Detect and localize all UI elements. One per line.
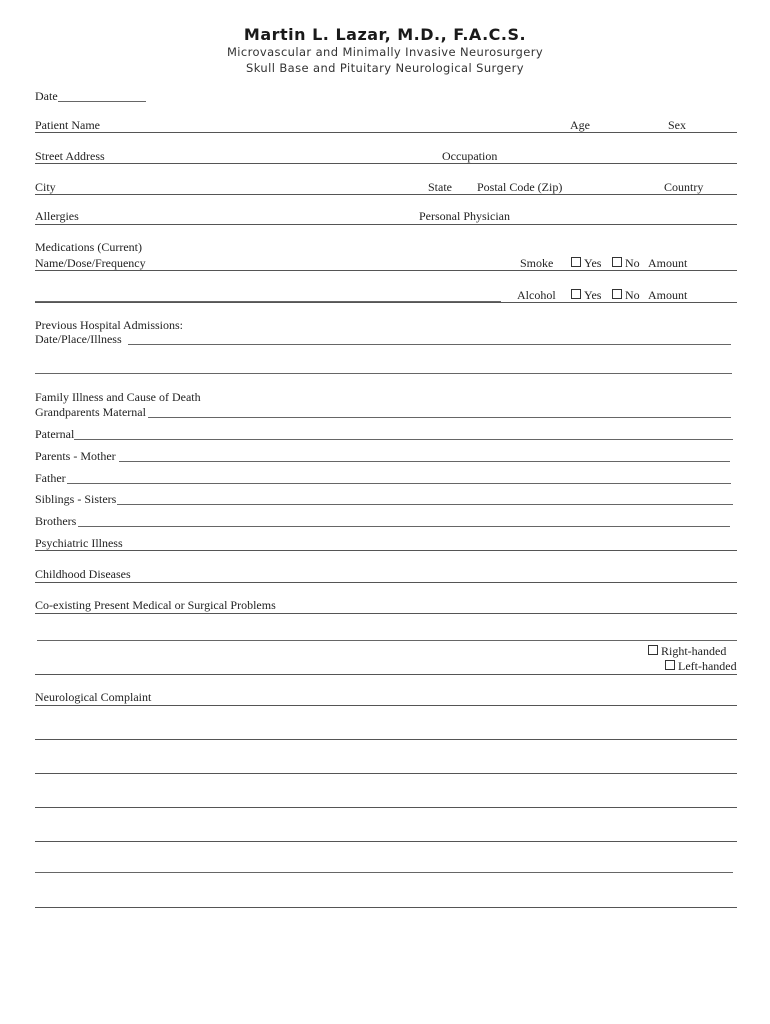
admissions-line-2[interactable] [35, 373, 732, 374]
neurological-complaint-line-1[interactable] [35, 705, 737, 706]
left-handed-label: Left-handed [678, 659, 737, 673]
neurological-complaint-line-4[interactable] [35, 807, 737, 808]
siblings-sisters-label: Siblings - Sisters [35, 492, 117, 506]
postal-code-label: Postal Code (Zip) [477, 180, 563, 194]
alcohol-yes-checkbox[interactable] [571, 288, 601, 303]
patient-name-label: Patient Name [35, 118, 100, 132]
patient-name-line[interactable] [35, 132, 737, 133]
siblings-sisters-field[interactable] [117, 504, 733, 505]
childhood-diseases-line[interactable] [35, 582, 737, 583]
date-place-illness-label: Date/Place/Illness [35, 332, 122, 346]
neurological-complaint-line-6[interactable] [35, 872, 733, 873]
country-label: Country [664, 180, 704, 194]
city-line[interactable] [35, 194, 737, 195]
date-field[interactable] [58, 101, 146, 102]
smoke-amount-label: Amount [648, 256, 688, 270]
previous-admissions-label: Previous Hospital Admissions: [35, 318, 184, 332]
alcohol-label: Alcohol [517, 288, 556, 302]
paternal-field[interactable] [74, 439, 733, 440]
parents-mother-label: Parents - Mother [35, 449, 116, 463]
neurological-complaint-line-7[interactable] [35, 907, 737, 908]
checkbox-icon [648, 645, 658, 655]
sex-label: Sex [668, 118, 686, 132]
family-illness-label: Family Illness and Cause of Death [35, 390, 201, 404]
coexisting-problems-line[interactable] [35, 613, 737, 614]
checkbox-icon [571, 289, 581, 299]
street-address-label: Street Address [35, 149, 105, 163]
father-field[interactable] [67, 483, 731, 484]
coexisting-problems-label: Co-existing Present Medical or Surgical Problems [35, 598, 276, 612]
coexisting-problems-line-2[interactable] [37, 640, 737, 641]
medications-label: Medications (Current) [35, 240, 142, 254]
alcohol-line[interactable] [35, 302, 737, 303]
smoke-no-checkbox[interactable] [612, 256, 640, 271]
alcohol-yes-label: Yes [584, 288, 602, 302]
smoke-yes-checkbox[interactable] [571, 256, 601, 271]
handedness-line[interactable] [35, 674, 737, 675]
city-label: City [35, 180, 56, 194]
checkbox-icon [612, 257, 622, 267]
brothers-field[interactable] [78, 526, 730, 527]
personal-physician-label: Personal Physician [419, 209, 510, 223]
father-label: Father [35, 471, 66, 485]
grandparents-maternal-field[interactable] [148, 417, 731, 418]
date-place-illness-field[interactable] [128, 344, 731, 345]
smoke-label: Smoke [520, 256, 554, 270]
state-label: State [428, 180, 452, 194]
psychiatric-illness-line[interactable] [35, 550, 737, 551]
neurological-complaint-line-2[interactable] [35, 739, 737, 740]
date-label: Date [35, 89, 58, 103]
subtitle-specialty: Microvascular and Minimally Invasive Neurosurgery [226, 45, 544, 59]
grandparents-maternal-label: Grandparents Maternal [35, 405, 146, 419]
right-handed-label: Right-handed [661, 644, 727, 658]
allergies-line[interactable] [35, 224, 737, 225]
paternal-label: Paternal [35, 427, 75, 441]
allergies-label: Allergies [35, 209, 79, 223]
right-handed-checkbox[interactable] [648, 644, 726, 659]
childhood-diseases-label: Childhood Diseases [35, 567, 131, 581]
checkbox-icon [571, 257, 581, 267]
psychiatric-illness-label: Psychiatric Illness [35, 536, 123, 550]
parents-mother-field[interactable] [119, 461, 730, 462]
neurological-complaint-label: Neurological Complaint [35, 690, 152, 704]
checkbox-icon [612, 289, 622, 299]
alcohol-no-label: No [625, 288, 640, 302]
alcohol-amount-label: Amount [648, 288, 688, 302]
brothers-label: Brothers [35, 514, 77, 528]
left-handed-checkbox[interactable] [665, 659, 737, 674]
age-label: Age [570, 118, 590, 132]
name-dose-frequency-label: Name/Dose/Frequency [35, 256, 146, 270]
neurological-complaint-line-5[interactable] [35, 841, 737, 842]
alcohol-no-checkbox[interactable] [612, 288, 640, 303]
neurological-complaint-line-3[interactable] [35, 773, 737, 774]
subtitle-surgery: Skull Base and Pituitary Neurological Surgery [246, 61, 524, 75]
medications-line-1[interactable] [35, 270, 737, 271]
checkbox-icon [665, 660, 675, 670]
street-address-line[interactable] [35, 163, 737, 164]
occupation-label: Occupation [442, 149, 498, 163]
doctor-name: Martin L. Lazar, M.D., F.A.C.S. [243, 25, 527, 44]
smoke-yes-label: Yes [584, 256, 602, 270]
smoke-no-label: No [625, 256, 640, 270]
